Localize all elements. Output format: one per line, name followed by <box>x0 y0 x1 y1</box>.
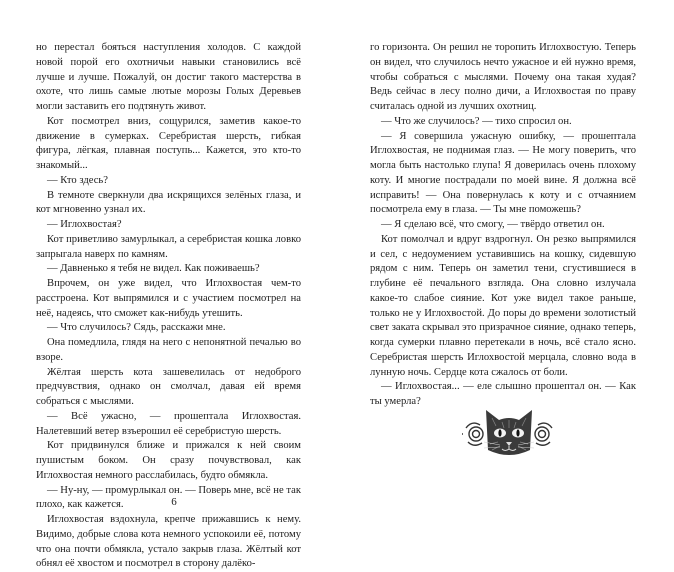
paragraph: — Всё ужасно, — прошептала Иглохвостая. Налетевший ветер взъерошил её серебристую шерсть. <box>36 410 301 437</box>
paragraph: — Я сделаю всё, что смогу, — твёрдо ответил он. <box>381 219 605 230</box>
left-page <box>36 41 301 572</box>
right-page <box>370 41 636 410</box>
paragraph: Жёлтая шерсть кота зашевелилась от недоброго предчувствия, однако он смолчал, давая ей время собраться с мыслями. <box>36 366 301 407</box>
paragraph: но перестал бояться наступления холодов. С каждой новой порой его охотничьи навыки становились всё лучше и лучше. Пожалуй, он достиг такого мастерства в охоте, что лишь самые лютые морозы Голых Деревьев могли заставить его подтянуть живот. <box>36 42 301 112</box>
paragraph: Кот помолчал и вдруг вздрогнул. Он резко выпрямился и сел, с недоумением уставившись на кошку, сидевшую рядом с ним. Теперь он заметил тени, сгустившиеся в глубине её печального взгляда. Она словно излучала какое-то слабое сияние. Кот уже видел такое раньше, только не у Иглохвостой. До поры до времени золотистый свет заката скрывал это призрачное сияние, однако теперь, когда сумерки плавно перетекали в ночь, всё стало ясно. Серебристая шерсть Иглохвостой мерцала, словно вода в лунную ночь. Сердце кота сжалось от боли. <box>370 233 636 378</box>
page-number: 6 <box>171 496 177 508</box>
paragraph: Она помедлила, глядя на него с непонятной печалью во взоре. <box>36 337 301 363</box>
cat-face-vignette-icon <box>462 398 556 462</box>
paragraph: — Что же случилось? — тихо спросил он. <box>381 115 572 127</box>
paragraph: — Иглохвостая... — еле слышно прошептал он. — Как ты умерла? <box>370 381 636 407</box>
paragraph: Иглохвостая вздохнула, крепче прижавшись к нему. Видимо, добрые слова кота немного успокоили её, потому что она почти обмякла, устало закрыв глаза. Жёлтый кот обнял её хвостом и посмотрел в сторону далёко- <box>36 514 301 570</box>
paragraph: — Что случилось? Сядь, расскажи мне. <box>47 322 226 334</box>
paragraph: — Давненько я тебя не видел. Как поживаешь? <box>47 263 260 275</box>
paragraph: Впрочем, он уже видел, что Иглохвостая чем-то расстроена. Кот выпрямился и с участием посмотрел на неё, надеясь, что сможет как-нибудь утешить. <box>36 278 301 319</box>
paragraph: го горизонта. Он решил не торопить Иглохвостую. Теперь он видел, что случилось нечто ужасное и ей нужно время, чтобы собраться с мыслями. Почему она такая худая? Ведь сейчас в лесу полно дичи, а Иглохвостая по праву считалась одной из лучших охотниц. <box>370 42 636 112</box>
paragraph: — Я совершила ужасную ошибку, — прошептала Иглохвостая, не поднимая глаз. — Не могу поверить, что могла быть настолько глупа! Я доверилась очень плохому коту. И многие пострадали по моей вине. Я должна всё исправить! — Она повернулась к коту и с отчаянием посмотрела ему в глаза. — Ты мне поможешь? <box>370 130 636 216</box>
paragraph: В темноте сверкнули два искрящихся зелёных глаза, и кот мгновенно узнал их. <box>36 189 301 216</box>
paragraph: — Ну-ну, — промурлыкал он. — Поверь мне, всё не так плохо, как кажется. <box>36 484 301 511</box>
paragraph: Кот приветливо замурлыкал, а серебристая кошка ловко запрыгала наверх по камням. <box>36 233 301 260</box>
paragraph: Кот посмотрел вниз, сощурился, заметив какое-то движение в сумерках. Серебристая шерсть, гибкая фигура, лёгкая, плавная поступь... Кажется, это кто-то знакомый... <box>36 115 301 171</box>
paragraph: — Иглохвостая? <box>47 219 122 230</box>
paragraph: Кот придвинулся ближе и прижался к ней своим пушистым боком. Он сразу почувствовал, как Иглохвостая немного расслабилась, будто обмякла. <box>36 440 301 481</box>
paragraph: — Кто здесь? <box>47 174 108 186</box>
